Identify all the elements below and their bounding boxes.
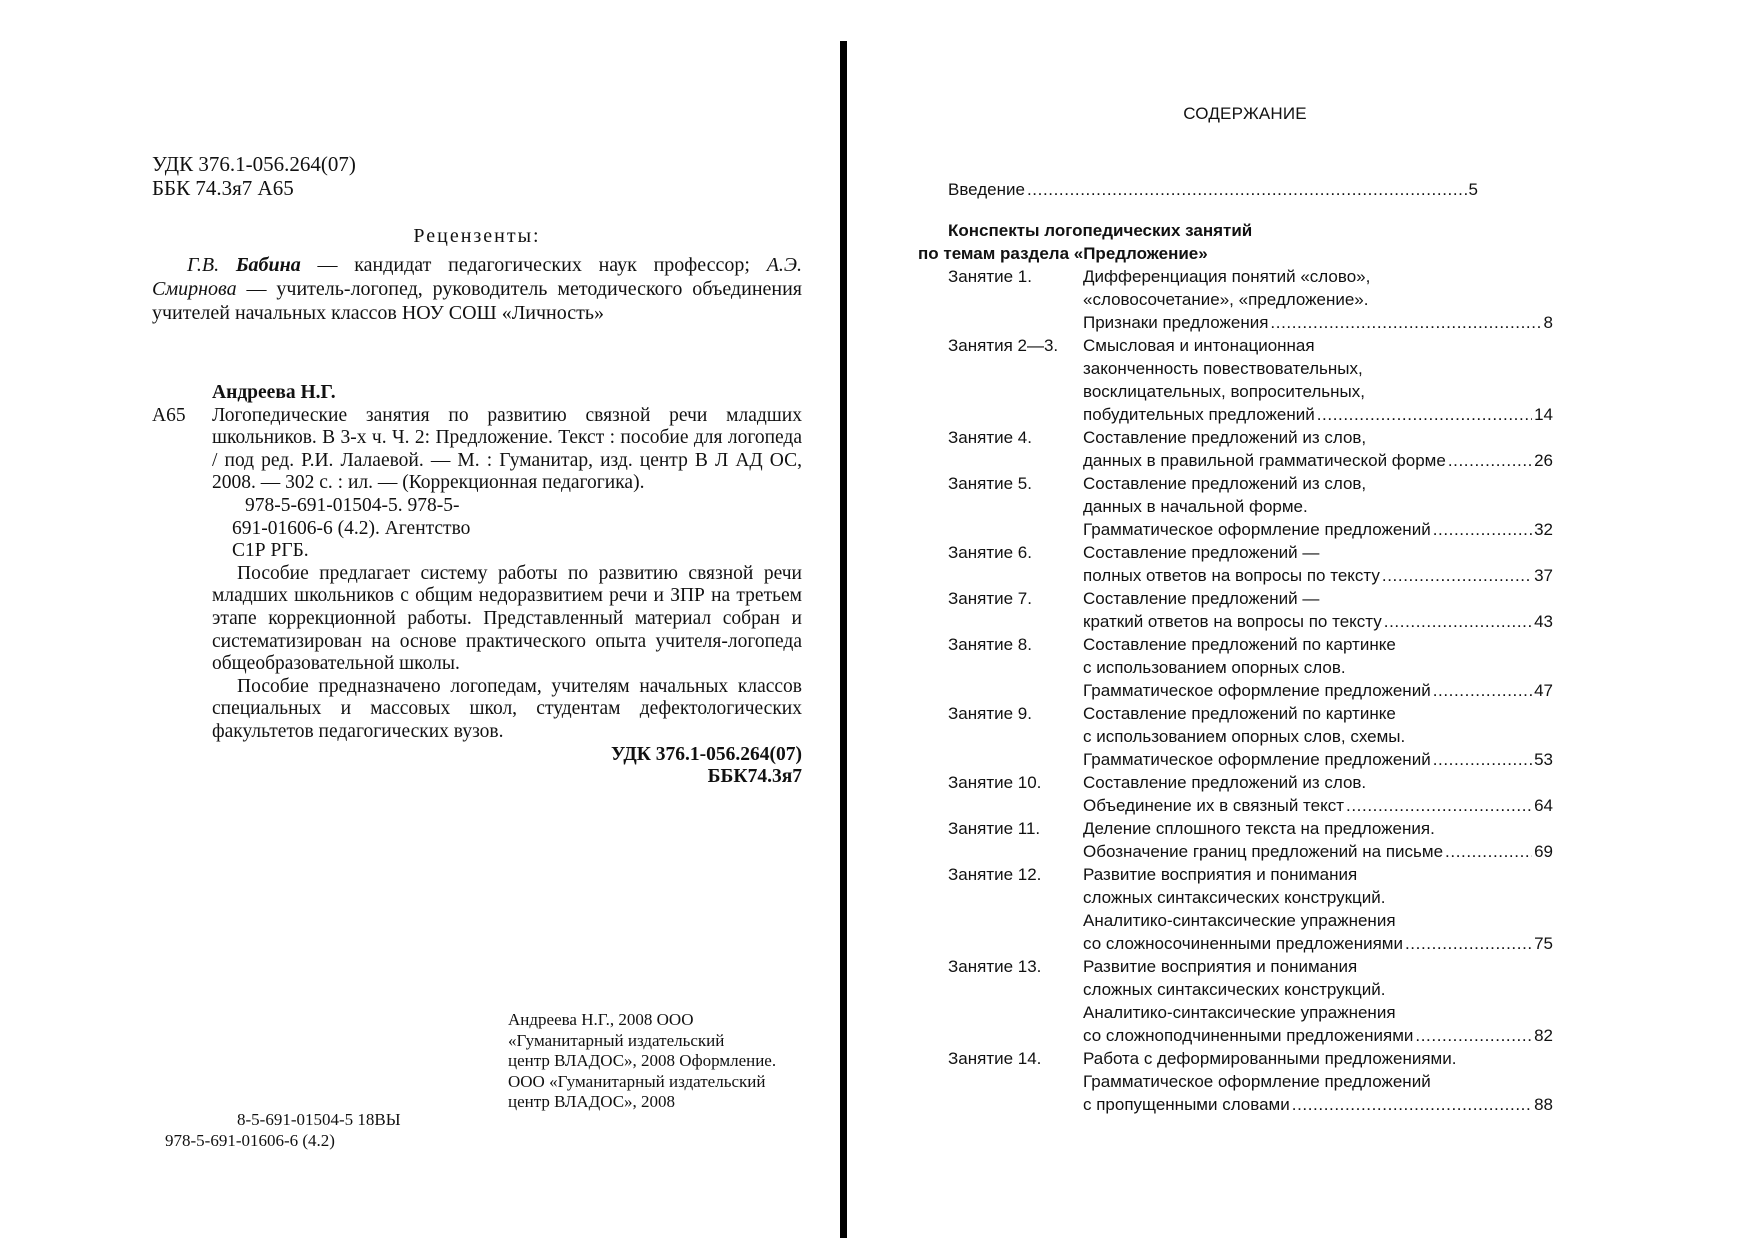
reviewer2-desc: — учитель-логопед, руководитель методического объединения учителей начальных классов НОУ СОШ «Личность» <box>152 278 802 324</box>
toc-entry-label: Занятие 10. <box>948 773 1042 792</box>
copyright-imprint <box>508 1010 776 1113</box>
toc-entry-line: краткий ответов на вопросы по тексту <box>1083 612 1382 631</box>
toc-entry-line: Составление предложений из слов. <box>1083 773 1367 792</box>
toc-entry-line: данных в начальной форме. <box>1083 497 1308 516</box>
reviewer1-surname: Бабина <box>235 254 301 276</box>
toc-entry-line: Признаки предложения <box>1083 313 1269 332</box>
toc-entry[interactable] <box>918 771 1558 817</box>
toc-entry-line: полных ответов на вопросы по тексту <box>1083 566 1380 585</box>
toc-entry-last-line <box>1083 403 1553 426</box>
toc-leader-dots <box>1433 518 1532 541</box>
toc-entry-line: Составление предложений по картинке <box>1083 635 1396 654</box>
toc-entry-label: Занятие 8. <box>948 635 1032 654</box>
toc-entry-last-line <box>1083 1093 1553 1116</box>
toc-entry-last-line <box>1083 748 1553 771</box>
isbn-footer-line-2: 978-5-691-01606-6 (4.2) <box>165 1130 335 1150</box>
toc-entry-last-line <box>1083 679 1553 702</box>
annotation-paragraph-2: Пособие предназначено логопедам, учителям начальных классов специальных и массовых школ, студентам дефектологических факультетов педагогических вузов. <box>212 675 802 742</box>
toc-entry-label: Занятие 6. <box>948 543 1032 562</box>
toc-entry-line: со сложноподчиненными предложениями <box>1083 1026 1414 1045</box>
toc-entry[interactable] <box>918 817 1558 863</box>
toc-entry-last-line <box>1083 610 1553 633</box>
toc-entry-line: Дифференциация понятий «слово», <box>1083 267 1371 286</box>
imprint-line: «Гуманитарный издательский <box>508 1030 725 1050</box>
toc-leader-dots <box>1433 679 1532 702</box>
toc-entry-line: Составление предложений по картинке <box>1083 704 1396 723</box>
toc-page-number: 88 <box>1534 1095 1553 1114</box>
toc-page-number: 53 <box>1534 750 1553 769</box>
toc-entry-line: сложных синтаксических конструкций. <box>1083 980 1386 999</box>
toc-entry-line: Обозначение границ предложений на письме <box>1083 842 1444 861</box>
toc-leader-dots <box>1346 794 1532 817</box>
toc-entry-body <box>1083 541 1553 587</box>
toc-leader-dots <box>1445 840 1532 863</box>
toc-leader-dots <box>1027 178 1467 201</box>
imprint-line: центр ВЛАДОС», 2008 Оформление. <box>508 1051 777 1070</box>
toc-entry-label: Занятие 12. <box>948 865 1042 884</box>
toc-page-number: 5 <box>1468 180 1478 199</box>
toc-page-number: 32 <box>1534 520 1553 539</box>
toc-entry-intro[interactable] <box>918 178 1478 201</box>
toc-leader-dots <box>1405 932 1532 955</box>
isbn-line-3: С1Р РГБ. <box>232 540 309 562</box>
toc-section-heading <box>918 219 1558 265</box>
toc-entry[interactable] <box>918 863 1558 955</box>
toc-entry-line: Грамматическое оформление предложений <box>1083 750 1431 769</box>
toc-entry-line: данных в правильной грамматической форме <box>1083 451 1446 470</box>
imprint-line: Андреева Н.Г., 2008 ООО <box>508 1010 694 1029</box>
toc-entry-last-line <box>1083 1024 1553 1047</box>
toc-leader-dots <box>1292 1093 1532 1116</box>
toc-entry-body <box>1083 472 1553 541</box>
section-heading-line-1: Конспекты логопедических занятий <box>948 221 1253 240</box>
section-heading-line-2: по темам раздела «Предложение» <box>918 244 1208 263</box>
toc-entry-line: Работа с деформированными предложениями. <box>1083 1049 1457 1068</box>
author-name: Андреева Н.Г. <box>212 382 336 403</box>
toc-entry-body <box>1083 587 1553 633</box>
toc-entry-body <box>1083 426 1553 472</box>
udk-code: УДК 376.1-056.264(07) <box>152 152 356 176</box>
toc-entry-body <box>1083 1047 1553 1116</box>
toc-entry-line: побудительных предложений <box>1083 405 1315 424</box>
bbk-bottom: ББК74.3я7 <box>707 766 802 788</box>
toc-entry-line: со сложносочиненными предложениями <box>1083 934 1403 953</box>
toc-entry-body <box>1083 817 1553 863</box>
toc-page-number: 47 <box>1534 681 1553 700</box>
toc-entry-label: Занятие 5. <box>948 474 1032 493</box>
toc-entry-label: Занятия 2—3. <box>948 336 1059 355</box>
toc-entry-label: Занятие 1. <box>948 267 1032 286</box>
table-of-contents <box>918 178 1558 1116</box>
reviewers-title: Рецензенты: <box>413 225 541 247</box>
toc-page-number: 14 <box>1534 405 1553 424</box>
toc-entry[interactable] <box>918 472 1558 541</box>
toc-entry-body <box>1083 955 1553 1047</box>
toc-entry-last-line <box>1083 449 1553 472</box>
toc-entry[interactable] <box>918 1047 1558 1116</box>
toc-entry-last-line <box>1083 840 1553 863</box>
toc-page-number: 43 <box>1534 612 1553 631</box>
toc-entry-line: Грамматическое оформление предложений <box>1083 1072 1431 1091</box>
udk-bottom: УДК 376.1-056.264(07) <box>610 743 802 765</box>
isbn-footer <box>165 1110 401 1151</box>
toc-entry-line: Развитие восприятия и понимания <box>1083 957 1358 976</box>
toc-entry-line: Составление предложений — <box>1083 543 1320 562</box>
toc-entry[interactable] <box>918 541 1558 587</box>
toc-entry-line: восклицательных, вопросительных, <box>1083 382 1365 401</box>
toc-leader-dots <box>1382 564 1532 587</box>
toc-entry-line: Деление сплошного текста на предложения. <box>1083 819 1435 838</box>
bbk-code: ББК 74.3я7 А65 <box>152 176 294 200</box>
toc-leader-dots <box>1270 311 1541 334</box>
toc-entry[interactable] <box>918 955 1558 1047</box>
record-row <box>152 405 802 495</box>
toc-entry-line: Грамматическое оформление предложений <box>1083 520 1431 539</box>
annotation <box>152 563 802 789</box>
toc-entry-line: Составление предложений — <box>1083 589 1320 608</box>
toc-entry-line: с использованием опорных слов. <box>1083 658 1346 677</box>
toc-entry-body <box>1083 334 1553 426</box>
toc-entry-line: Аналитико-синтаксические упражнения <box>1083 1003 1396 1022</box>
toc-entry-last-line <box>1083 564 1553 587</box>
reviewers-text <box>152 253 802 325</box>
toc-entry-body <box>1083 771 1553 817</box>
toc-page-number: 82 <box>1534 1026 1553 1045</box>
toc-entry-last-line <box>1083 311 1553 334</box>
toc-leader-dots <box>1317 403 1532 426</box>
reviewer2-initials: А.Э. <box>766 254 802 276</box>
annotation-paragraph-1: Пособие предлагает систему работы по развитию связной речи младших школьников с общим недоразвитием речи и ЗПР на третьем этапе коррекционной работы. Представленный материал собран и систематизирован на основе практического опыта учителя-логопеда общеобразовательной школы. <box>212 562 802 675</box>
toc-page-number: 37 <box>1534 566 1553 585</box>
isbn-line-2: 691-01606-6 (4.2). Агентство <box>232 517 471 539</box>
toc-entry[interactable] <box>918 265 1558 334</box>
record-description: Логопедические занятия по развитию связной речи младших школьников. В 3-х ч. Ч. 2: Предложение. Текст : пособие для логопеда / под ред. Р.И. Лалаевой. — М. : Гуманитар, изд. центр В Л АД ОС, 2008. — 302 с. : ил. — (Коррекционная педагогика). <box>212 404 802 494</box>
toc-entry-label: Занятие 11. <box>948 819 1041 838</box>
toc-title: СОДЕРЖАНИЕ <box>1183 104 1307 123</box>
toc-entry-line: «словосочетание», «предложение». <box>1083 290 1369 309</box>
imprint-line: центр ВЛАДОС», 2008 <box>508 1092 676 1111</box>
toc-leader-dots <box>1384 610 1532 633</box>
toc-entry-body <box>1083 702 1553 771</box>
reviewer2-surname: Смирнова <box>152 278 237 300</box>
toc-entry-line: законченность повествовательных, <box>1083 359 1363 378</box>
toc-entry-label: Занятие 7. <box>948 589 1032 608</box>
toc-entry-line: Аналитико-синтаксические упражнения <box>1083 911 1396 930</box>
bibliographic-record <box>152 382 802 789</box>
toc-entry[interactable] <box>918 587 1558 633</box>
toc-entry[interactable] <box>918 334 1558 426</box>
toc-entry[interactable] <box>918 426 1558 472</box>
reviewer1-initials: Г.В. <box>187 254 220 276</box>
toc-entry-label: Занятие 13. <box>948 957 1042 976</box>
toc-entry-line: Смысловая и интонационная <box>1083 336 1315 355</box>
toc-entry-label: Введение <box>948 180 1025 199</box>
toc-page-number: 69 <box>1534 842 1553 861</box>
isbn-footer-line-1: 8-5-691-01504-5 18ВЫ <box>237 1110 401 1129</box>
udk-header <box>152 152 356 200</box>
toc-entry-last-line <box>1083 518 1553 541</box>
toc-leader-dots <box>1415 1024 1532 1047</box>
toc-page-number: 64 <box>1534 796 1553 815</box>
reviewer1-desc: — кандидат педагогических наук профессор; <box>300 254 767 276</box>
page-divider <box>840 41 847 1238</box>
toc-entry-line: Составление предложений из слов, <box>1083 428 1367 447</box>
toc-page-number: 26 <box>1534 451 1553 470</box>
toc-entry-line: Объединение их в связный текст <box>1083 796 1345 815</box>
isbn-line-1: 978-5-691-01504-5. 978-5- <box>245 494 460 516</box>
author-sign-code: А65 <box>152 404 186 426</box>
imprint-line: ООО «Гуманитарный издательский <box>508 1071 766 1091</box>
toc-entry-line: Составление предложений из слов, <box>1083 474 1367 493</box>
toc-entry-body <box>1083 633 1553 702</box>
toc-entry-line: Развитие восприятия и понимания <box>1083 865 1358 884</box>
toc-entry-body <box>1083 863 1553 955</box>
toc-entry-line: Грамматическое оформление предложений <box>1083 681 1431 700</box>
toc-leader-dots <box>1433 748 1532 771</box>
toc-entry-line: сложных синтаксических конструкций. <box>1083 888 1386 907</box>
toc-entry-label: Занятие 4. <box>948 428 1032 447</box>
toc-entry-last-line <box>1083 794 1553 817</box>
toc-page-number: 75 <box>1534 934 1553 953</box>
toc-entry[interactable] <box>918 633 1558 702</box>
toc-entry[interactable] <box>918 702 1558 771</box>
toc-page-number: 8 <box>1543 313 1553 332</box>
toc-entry-line: с пропущенными словами <box>1083 1095 1290 1114</box>
toc-leader-dots <box>1448 449 1532 472</box>
toc-entry-body <box>1083 265 1553 334</box>
toc-entry-label: Занятие 9. <box>948 704 1032 723</box>
toc-entry-label: Занятие 14. <box>948 1049 1042 1068</box>
toc-entry-line: с использованием опорных слов, схемы. <box>1083 727 1406 746</box>
toc-entry-last-line <box>1083 932 1553 955</box>
